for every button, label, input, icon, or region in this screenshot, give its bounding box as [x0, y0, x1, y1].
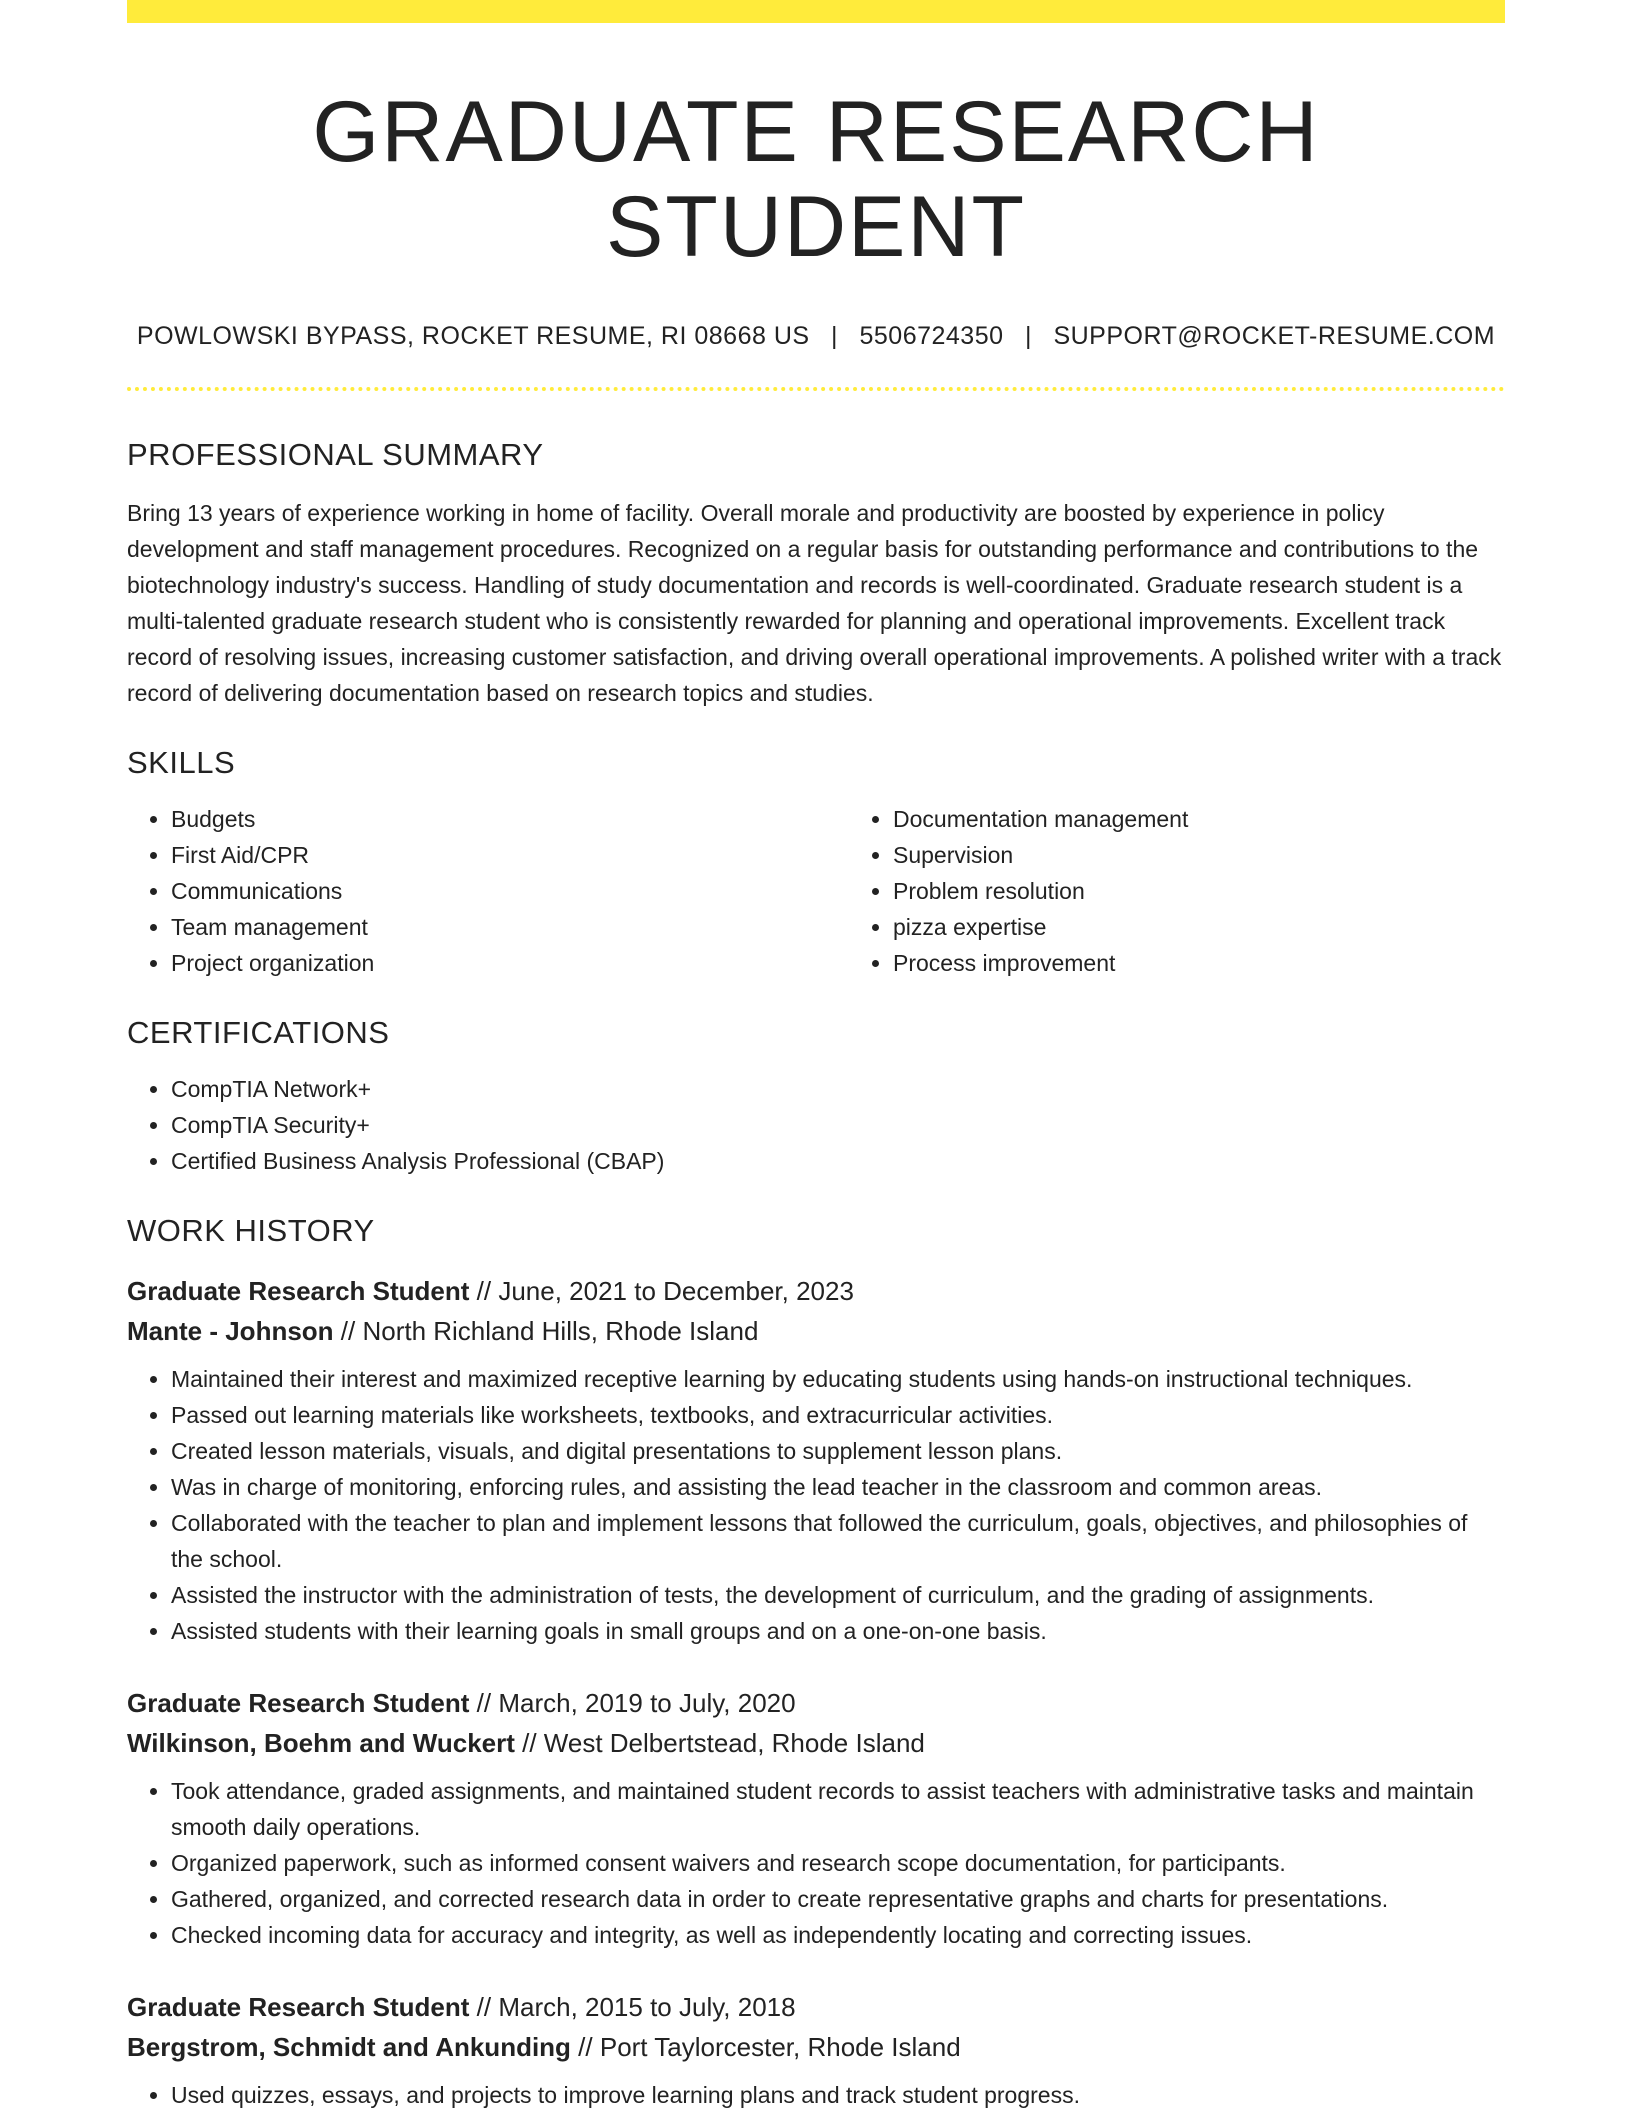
job-dates: // March, 2019 to July, 2020	[469, 1688, 796, 1719]
skills-list-left	[127, 801, 849, 981]
work-history-section	[127, 1213, 1505, 2113]
work-history-heading: WORK HISTORY	[127, 1213, 375, 1249]
job-location: // West Delbertstead, Rhode Island	[514, 1728, 925, 1759]
skill-item: • Team management	[171, 909, 849, 945]
job-dates: // June, 2021 to December, 2023	[469, 1276, 854, 1307]
summary-text: Bring 13 years of experience working in home of facility. Overall morale and productivity are boosted by experience in policy development and staff management procedures. Recognized on a regular basis for outstanding performance and contributions to the biotechnology industry's success. Handling of study documentation and records is well-coordinated. Graduate research student is a multi-talented graduate research student who is consistently rewarded for planning and operational improvements. Excellent track record of resolving issues, increasing customer satisfaction, and driving overall operational improvements. A polished writer with a track record of delivering documentation based on research topics and studies.	[127, 500, 1502, 707]
skill-item: • Project organization	[171, 945, 849, 981]
job-bullet: • Was in charge of monitoring, enforcing rules, and assisting the lead teacher in the classroom and common areas.	[171, 1469, 1505, 1505]
job-role: Graduate Research Student	[127, 1276, 470, 1307]
job-bullet: • Took attendance, graded assignments, and maintained student records to assist teachers with administrative tasks and maintain smooth daily operations.	[171, 1773, 1505, 1845]
resume-page	[127, 0, 1505, 2113]
top-accent-bar	[127, 0, 1505, 23]
job-title-line	[127, 1683, 1505, 1723]
job-bullet: • Maintained their interest and maximized receptive learning by educating students using hands-on instructional techniques.	[171, 1361, 1505, 1397]
job-bullets	[127, 1773, 1505, 1953]
job-company-line	[127, 1723, 1505, 1763]
job-bullet: • Passed out learning materials like worksheets, textbooks, and extracurricular activities.	[171, 1397, 1505, 1433]
contact-address: POWLOWSKI BYPASS, ROCKET RESUME, RI 08668 US	[136, 322, 810, 351]
job-bullets	[127, 2077, 1505, 2113]
candidate-name: GRADUATE RESEARCH STUDENT	[312, 84, 1320, 275]
contact-line	[127, 322, 1505, 351]
job-bullet: • Collaborated with the teacher to plan and implement lessons that followed the curriculum, goals, objectives, and philosophies of the school.	[171, 1505, 1505, 1577]
job-location: // North Richland Hills, Rhode Island	[333, 1316, 759, 1347]
skill-item: • Problem resolution	[893, 873, 1571, 909]
skills-section	[127, 745, 1505, 981]
certifications-section	[127, 1015, 1505, 1179]
job-company: Bergstrom, Schmidt and Ankunding	[127, 2032, 571, 2063]
job-bullet: • Assisted students with their learning goals in small groups and on a one-on-one basis.	[171, 1613, 1505, 1649]
skill-item: • pizza expertise	[893, 909, 1571, 945]
contact-phone: 5506724350	[859, 322, 1004, 351]
certifications-list	[127, 1071, 1505, 1179]
certification-item: • CompTIA Security+	[171, 1107, 1505, 1143]
job-entry	[127, 1271, 1505, 1649]
skills-columns	[127, 781, 1505, 981]
job-company: Mante - Johnson	[127, 1316, 334, 1347]
contact-separator: |	[1024, 322, 1032, 351]
contact-email: SUPPORT@ROCKET-RESUME.COM	[1053, 322, 1496, 351]
skills-heading: SKILLS	[127, 745, 236, 781]
skills-list-right	[849, 801, 1571, 981]
job-bullet: • Organized paperwork, such as informed consent waivers and research scope documentation, for participants.	[171, 1845, 1505, 1881]
certifications-heading: CERTIFICATIONS	[127, 1015, 390, 1051]
contact-separator: |	[831, 322, 839, 351]
skill-item: • Documentation management	[893, 801, 1571, 837]
job-bullet: • Assisted the instructor with the administration of tests, the development of curriculum, and the grading of assignments.	[171, 1577, 1505, 1613]
job-bullet: • Gathered, organized, and corrected research data in order to create representative graphs and charts for presentations.	[171, 1881, 1505, 1917]
job-bullet: • Used quizzes, essays, and projects to improve learning plans and track student progress.	[171, 2077, 1505, 2113]
job-title-line	[127, 1271, 1505, 1311]
job-role: Graduate Research Student	[127, 1688, 470, 1719]
job-company-line	[127, 1311, 1505, 1351]
summary-heading: PROFESSIONAL SUMMARY	[127, 437, 544, 473]
skill-item: • Supervision	[893, 837, 1571, 873]
job-entry	[127, 1683, 1505, 1953]
job-location: // Port Taylorcester, Rhode Island	[570, 2032, 961, 2063]
skill-item: • First Aid/CPR	[171, 837, 849, 873]
header-divider	[127, 387, 1505, 391]
job-company-line	[127, 2027, 1505, 2067]
skill-item: • Communications	[171, 873, 849, 909]
job-title-line	[127, 1987, 1505, 2027]
job-role: Graduate Research Student	[127, 1992, 470, 2023]
job-bullets	[127, 1361, 1505, 1649]
summary-section	[127, 437, 1505, 711]
job-company: Wilkinson, Boehm and Wuckert	[127, 1728, 515, 1759]
certification-item: • Certified Business Analysis Professional (CBAP)	[171, 1143, 1505, 1179]
job-entry	[127, 1987, 1505, 2113]
skill-item: • Process improvement	[893, 945, 1571, 981]
job-dates: // March, 2015 to July, 2018	[469, 1992, 796, 2023]
job-bullet: • Checked incoming data for accuracy and integrity, as well as independently locating and correcting issues.	[171, 1917, 1505, 1953]
job-bullet: • Created lesson materials, visuals, and digital presentations to supplement lesson plans.	[171, 1433, 1505, 1469]
skill-item: • Budgets	[171, 801, 849, 837]
certification-item: • CompTIA Network+	[171, 1071, 1505, 1107]
